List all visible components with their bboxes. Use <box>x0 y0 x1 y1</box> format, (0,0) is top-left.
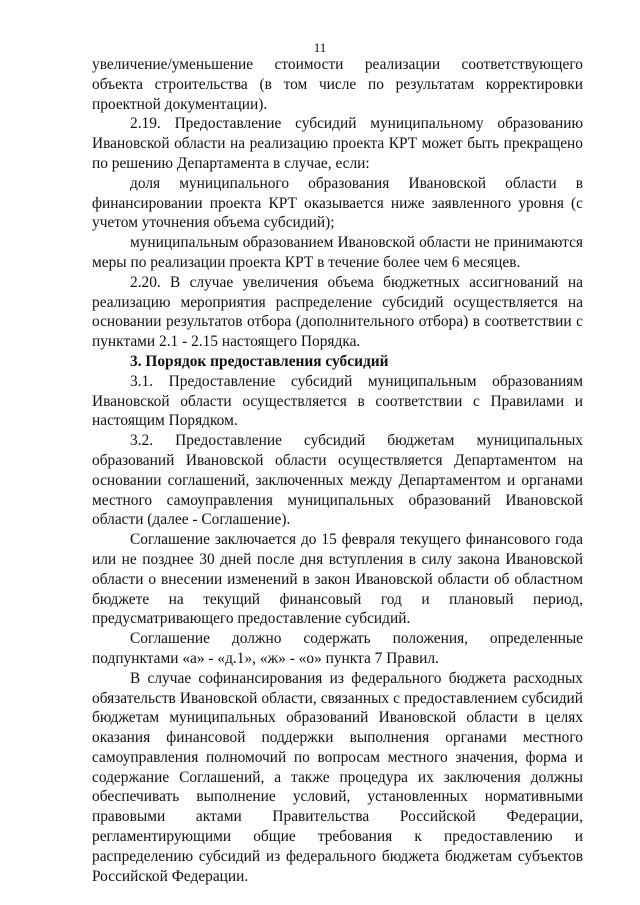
section-heading: 3. Порядок предоставления субсидий <box>130 352 389 370</box>
paragraph-2-20: 2.20. В случае увеличения объема бюджетных ассигнований на реализацию мероприятия распределение субсидий осуществляется на основании результатов отбора (дополнительного отбора) в соответствии с пунктами 2.1 - 2.15 настоящего Порядка. <box>92 273 583 351</box>
paragraph-2-19: 2.19. Предоставление субсидий муниципальному образованию Ивановской области на реализацию проекта КРТ может быть прекращено по решению Департамента в случае, если: <box>92 115 583 172</box>
paragraph-3-1: 3.1. Предоставление субсидий муниципальным образованиям Ивановской области осуществляется в соответствии с Правилами и настоящим Порядком. <box>92 372 583 430</box>
paragraph-2-19-condition-2: муниципальным образованием Ивановской области не принимаются меры по реализации проекта КРТ в течение более чем 6 месяцев. <box>92 234 583 271</box>
page-number: 11 <box>313 40 327 55</box>
document-body <box>92 55 583 886</box>
paragraph-agreement-deadline: Соглашение заключается до 15 февраля текущего финансового года или не позднее 30 дней после дня вступления в силу закона Ивановской области о внесении изменений в закон Ивановской области об областном бюджете на текущий финансовый год и плановый период, предусматривающего предоставление субсидий. <box>92 531 583 628</box>
paragraph-agreement-content: Соглашение должно содержать положения, определенные подпунктами «а» - «д.1», «ж» - «о» пункта 7 Правил. <box>92 630 583 667</box>
paragraph-2-19-condition-1: доля муниципального образования Ивановской области в финансировании проекта КРТ оказывается ниже заявленного уровня (с учетом уточнения объема субсидий); <box>92 174 583 232</box>
paragraph-continuation: увеличение/уменьшение стоимости реализации соответствующего объекта строительства (в том числе по результатам корректировки проектной документации). <box>92 56 583 113</box>
paragraph-cofinancing: В случае софинансирования из федерального бюджета расходных обязательств Ивановской области, связанных с предоставлением субсидий бюджетам муниципальных образований Ивановской области в целях оказания финансовой поддержки выполнения органами местного самоуправления полномочий по вопросам местного значения, форма и содержание Соглашений, а также процедура их заключения должны обеспечивать выполнение условий, установленных нормативными правовыми актами Правительства Российской Федерации, регламентирующими общие требования к предоставлению и распределению субсидий из федерального бюджета бюджетам субъектов Российской Федерации. <box>92 669 583 885</box>
paragraph-3-2: 3.2. Предоставление субсидий бюджетам муниципальных образований Ивановской области осуществляется Департаментом на основании соглашений, заключенных между Департаментом и органами местного самоуправления муниципальных образований Ивановской области (далее - Соглашение). <box>92 432 583 529</box>
